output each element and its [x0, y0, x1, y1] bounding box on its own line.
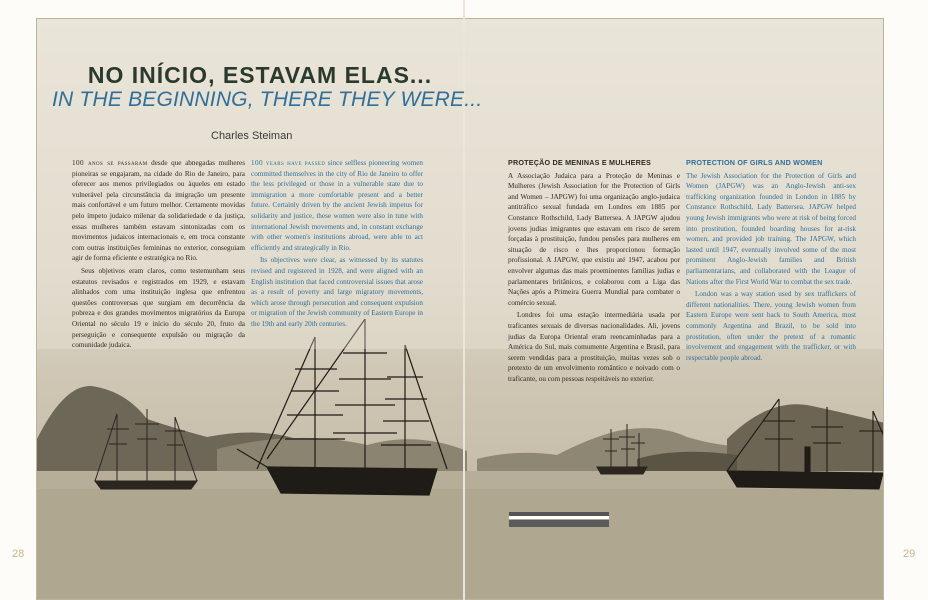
paragraph: [251, 158, 423, 253]
paragraph: Its objectives were clear, as witnessed by its statutes revised and registered in 1928, and were aligned with an English institution that faced controversial issues that arose as a result of poverty and large migratory movements, which arose through persecution and consequent expulsion or migration of the Jewish community of Eastern Europe in the 19th and early 20th centuries.: [251, 256, 423, 328]
paragraph: London was a way station used by sex traffickers of different nationalities. There, young Jewish women from Eastern Europe were sent back to South America, most commonly Argentina and Brazil, to be sold into prostitution, often under the pretext of a romantic involvement and engagement with the trafficker, or with respectable people abroad.: [686, 290, 856, 362]
paragraph-text: desde que abnegadas mulheres pioneiras se engajaram, na cidade do Rio de Janeiro, para oferecer aos menos privilegiados ou àqueles em estado vulnerável pela circunstância da imigração um presente mais confortável e um futuro melhor. Certamente movidas pelo ímpeto judaico milenar da solidariedade e da justiça, essas mulheres também estavam sintonizadas com os movimentos judaicos internacionais e, em troca constante com outras instituições femininas no exterior, conseguiam agir de forma eficiente e estratégica no Rio.: [72, 159, 245, 263]
article-title: NO INÍCIO, ESTAVAM ELAS...: [87, 62, 433, 88]
english-intro-column: [251, 158, 423, 332]
paragraph-text: since selfless pioneering women committed themselves in the city of Rio de Janeiro to offer the less privileged or those in a vulnerable state due to immigration a more comfortable present and a better future. Certainly driven by the ancient Jewish impetus for solidarity and justice, these women were also in tune with international Jewish movements and, in constant exchange with other women's institutions abroad, were able to act efficiently and strategically in Rio.: [251, 159, 423, 252]
decorative-bar-gap: [509, 516, 609, 519]
page-number-right: 29: [903, 548, 916, 560]
paragraph: [72, 158, 245, 264]
section-heading: PROTECTION OF GIRLS AND WOMEN: [686, 158, 823, 167]
article-subtitle: IN THE BEGINNING, THERE THEY WERE...: [52, 88, 483, 111]
decorative-bar: [509, 520, 609, 527]
lead-in: 100 anos se passaram: [72, 159, 148, 167]
author-byline: Charles Steiman: [211, 130, 293, 142]
portuguese-sidebar-column: [508, 158, 680, 386]
lead-in: 100 years have passed: [251, 159, 326, 167]
paragraph: A Associação Judaica para a Proteção de Meninas e Mulheres (Jewish Association for the Protection of Girls and Women – JAPGW) foi uma organização anglo-judaica antitráfico sexual fundada em Londres em 1885 por Constance Rothschild, Lady Battersea. A JAPGW ajudou jovens judias imigrantes que estavam em risco de serem forçadas à prostituição, fundou pensões para mulheres em situação de risco e lhes proporcionou formação profissional. A JAPGW, que existiu até 1947, acabou por envolver algumas das mais proeminentes famílias judias e parlamentares britânicos, e colaborou com a Liga das Nações após a Primeira Guerra Mundial para combater o comércio sexual.: [508, 171, 680, 307]
paragraph: Seus objetivos eram claros, como testemunham seus estatutos revisados e registrados em 1929, e estavam alinhados com uma instituição inglesa que enfrentou questões controversas que surgiam em decorrência da pobreza e dos grandes movimentos migratórios da Europa Oriental no século 19 e início do século 20, fruto da perseguição e consequente expulsão ou migração da comunidade judaica.: [72, 266, 245, 350]
page-number-left: 28: [12, 548, 25, 560]
paragraph: The Jewish Association for the Protection of Girls and Women (JAPGW) was an Anglo-Jewish anti-sex trafficking organization founded in London in 1885 by Constance Rothschild, Lady Battersea. JAPGW helped young Jewish immigrants who were at risk of being forced into prostitution, founded boarding houses for at-risk women, and provided job training. The JAPGW, which lasted until 1947, eventually involved some of the most prominent Anglo-Jewish families and British parliamentarians, and collaborated with the League of Nations after the First World War to combat the sex trade.: [686, 171, 856, 286]
paragraph: Londres foi uma estação intermediária usada por traficantes sexuais de diversas nacionalidades. Ali, jovens judias da Europa Oriental eram reencaminhadas para a América do Sul, mais comumente Argentina e Brasil, para serem vendidas para a prostituição, muitas vezes sob o pretexto de um envolvimento romântico e noivado com o traficante, ou com pessoas respeitáveis no exterior.: [508, 311, 680, 383]
portuguese-intro-column: [72, 158, 245, 353]
section-heading: PROTEÇÃO DE MENINAS E MULHERES: [508, 158, 651, 167]
english-sidebar-column: [686, 158, 856, 365]
